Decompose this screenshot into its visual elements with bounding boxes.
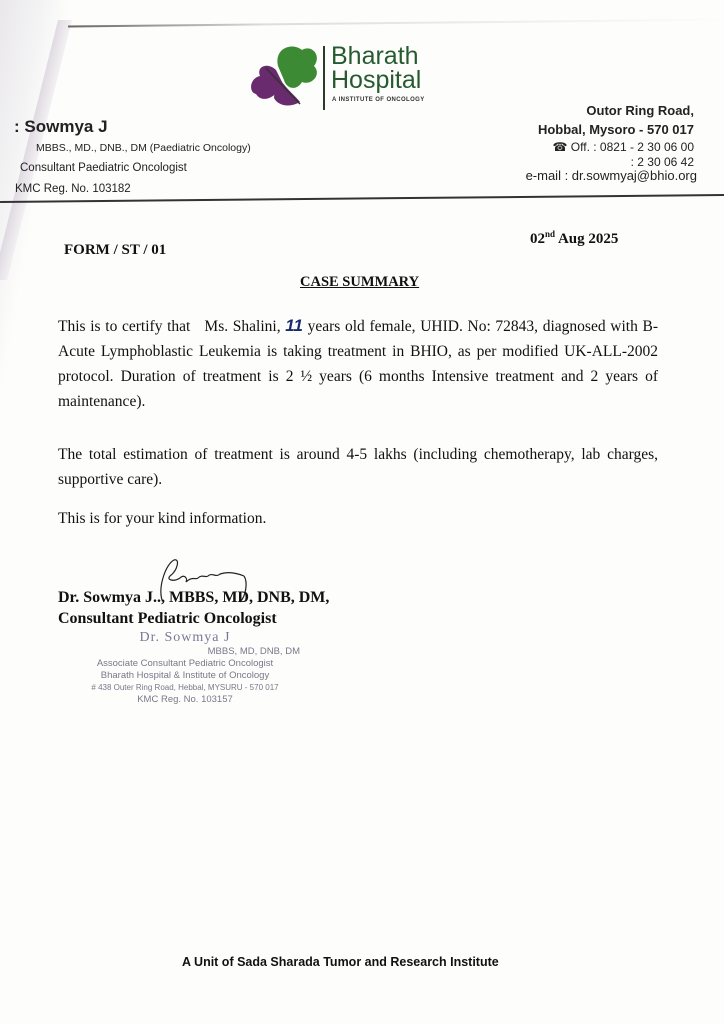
- doctor-registration: KMC Reg. No. 103182: [15, 183, 131, 195]
- handwritten-age: 11: [285, 316, 303, 335]
- hospital-name-line1: Bharath: [331, 42, 419, 70]
- signatory-title: Consultant Pediatric Oncologist: [58, 610, 277, 627]
- stamp-institution: Bharath Hospital & Institute of Oncology: [100, 670, 270, 681]
- hospital-logo: [248, 42, 448, 114]
- address-line1: Outor Ring Road,: [586, 103, 694, 118]
- phone-secondary: : 2 30 06 42: [630, 155, 694, 169]
- address-line2: Hobbal, Mysoro - 570 017: [537, 122, 694, 137]
- hospital-name-line2: Hospital: [331, 66, 422, 94]
- stamp-address: # 438 Outer Ring Road, Hebbal, MYSURU - 570 017: [91, 683, 279, 692]
- signatory-name: Dr. Sowmya J.., MBBS, MD, DNB, DM,: [58, 589, 330, 606]
- phone-office-text: Off. : 0821 - 2 30 06 00: [570, 140, 694, 154]
- butterfly-logo-icon: [248, 42, 322, 114]
- doctor-qualifications: MBBS., MD., DNB., DM (Paediatric Oncology): [36, 142, 251, 154]
- doctor-title: Consultant Paediatric Oncologist: [20, 162, 187, 174]
- phone-office: [553, 140, 695, 154]
- stamp-registration: KMC Reg. No. 103157: [137, 694, 233, 705]
- form-id: FORM / ST / 01: [64, 242, 167, 258]
- telephone-icon: ☎: [552, 140, 568, 154]
- stamp-qualifications: MBBS, MD, DNB, DM: [207, 646, 300, 657]
- footer-text: A Unit of Sada Sharada Tumor and Research Institute: [182, 955, 499, 969]
- stamp-name: Dr. Sowmya J: [139, 630, 231, 645]
- date-suffix: nd: [545, 229, 556, 239]
- p1-rest: years old female, UHID. No: 72843, diagnosed with B-Acute Lymphoblastic Leukemia is taking treatment in BHIO, as per modified UK-ALL-2002 protocol. Duration of treatment is 2 ½ years (6 months Intensive treatment and 2 years of maintenance).: [58, 318, 658, 410]
- document-date: [530, 229, 618, 248]
- email-address: e-mail : dr.sowmyaj@bhio.org: [525, 168, 697, 183]
- closing-paragraph: This is for your kind information.: [58, 510, 267, 527]
- hospital-tagline: A INSTITUTE OF ONCOLOGY: [332, 97, 425, 103]
- case-summary-title: CASE SUMMARY: [300, 274, 420, 290]
- stamp-designation: Associate Consultant Pediatric Oncologist: [96, 658, 274, 669]
- p1-intro: This is to certify that Ms. Shalini,: [58, 318, 286, 335]
- doctor-name: : Sowmya J: [14, 117, 108, 136]
- date-month-year: Aug 2025: [557, 231, 619, 247]
- certification-paragraph: [58, 313, 658, 414]
- date-day: 02: [530, 231, 545, 247]
- doctor-stamp: [60, 630, 310, 706]
- cost-estimate-paragraph: The total estimation of treatment is around 4-5 lakhs (including chemotherapy, lab charges, supportive care).: [58, 446, 658, 488]
- logo-divider: [323, 46, 325, 110]
